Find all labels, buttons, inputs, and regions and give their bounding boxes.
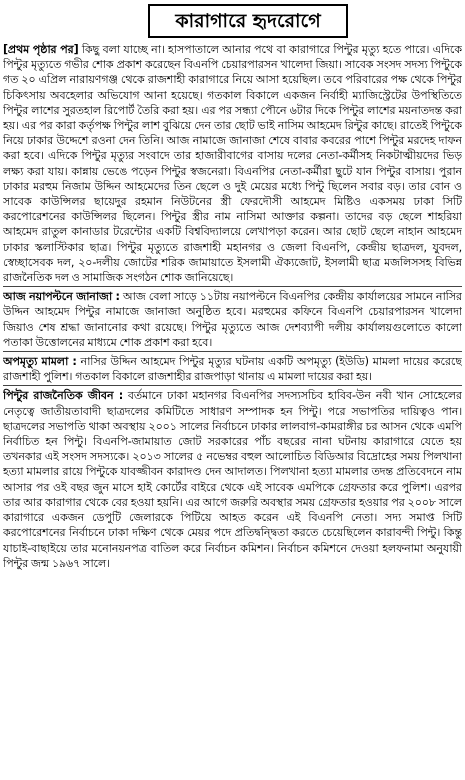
paragraph-janaza	[3, 289, 462, 350]
headline-box	[148, 4, 348, 38]
paragraph-case	[3, 354, 462, 384]
paragraph-text: নাসির উদ্দিন আহমেদ পিন্টুর মৃত্যুর ঘটনায় একটি অপমৃত্যু (ইউডি) মামলা দায়ের করেছে রাজশাহী পুলিশ। গতকাল বিকালে রাজশাহীর রাজপাড়া থানায় এ মামলা দায়ের করা হয়।	[3, 355, 462, 384]
paragraph-text: বর্তমানে ঢাকা মহানগর বিএনপির সদস্যসচিব হাবিব-উন নবী খান সোহেলের নেতৃত্বে জাতীয়তাবাদী ছাত্রদলের কমিটিতে সাধারণ সম্পাদক হন পিন্টু। পরে সভাপতির দায়িত্বও পান। ছাত্রদলের সভাপতি থাকা অবস্থায় ২০০১ সালের নির্বাচনে ঢাকার লালবাগ-কামরাঙ্গীর চর আসন থেকে এমপি নির্বাচিত হন পিন্টু। বিএনপি-জামায়াত জোট সরকারের পাঁচ বছরের নানা ঘটনায় কারাগারে যেতে হয় তখনকার এই সংসদ সদস্যকে। ২০১৩ সালের ৫ নভেম্বর বহুল আলোচিত বিডিআর বিদ্রোহের সময় পিলখানা হত্যা মামলার রায়ে পিন্টুকে যাবজ্জীবন কারাদণ্ড দেন আদালত। পিলখানা হত্যা মামলার তদন্ত প্রতিবেদনে নাম আসার পর ওই বছর জুন মাসে হাই কোর্টের বাইরে থেকে এই সাবেক এমপিকে গ্রেফতার করে পুলিশ। এরপর তার আর কারাগার থেকে বের হওয়া হয়নি। এর আগে জরুরি অবস্থার সময় গ্রেফতার হওয়ার পর ২০০৮ সালে কারাগারে একজন ডেপুটি জেলারকে পিটিয়ে আহত করেন এই বিএনপি নেতা। সদ্য সমাপ্ত সিটি করপোরেশনের নির্বাচনে ঢাকা দক্ষিণ থেকে মেয়র পদে প্রতিদ্বন্দ্বিতা করতে চেয়েছিলেন কারাবন্দী পিন্টু। কিন্তু যাচাই-বাছাইয়ে তার মনোনয়নপত্র বাতিল করে নির্বাচন কমিশন। নির্বাচন কমিশনে দেওয়া হলফনামা অনুযায়ী পিন্টুর জন্ম ১৯৬৭ সালে।	[3, 389, 462, 570]
paragraph-text: কিছু বলা যাচ্ছে না। হাসপাতালে আনার পথে বা কারাগারে পিন্টুর মৃত্যু হতে পারে। এদিকে পিন্টুর মৃত্যুতে গভীর শোক প্রকাশ করেছেন বিএনপি চেয়ারপারসন খালেদা জিয়া। সাবেক সংসদ সদস্য পিন্টুকে গত ২০ এপ্রিল নারায়ণগঞ্জ থেকে রাজশাহী কারাগারে নিয়ে আসা হয়েছিল। তবে পরিবারের পক্ষ থেকে পিন্টুর চিকিৎসায় অবহেলার অভিযোগ আনা হয়েছে। গতকাল বিকালে একজন নির্বাহী ম্যাজিস্ট্রেটের উপস্থিতিতে পিন্টুর লাশের সুরতহাল রিপোর্ট তৈরি করা হয়। এর পর সন্ধ্যা পৌনে ৬টার দিকে পিন্টুর লাশের ময়নাতদন্ত করা হয়। এর পর কারা কর্তৃপক্ষ পিন্টুর লাশ বুঝিয়ে দেন তার ছোট ভাই নাসিম আহমেদ রিন্টুর কাছে। রাতেই পিন্টুকে নিয়ে ঢাকার উদ্দেশে রওনা দেন তিনি। আজ নামাজে জানাজা শেষে বাবার কবরের পাশে পিন্টুর মরদেহ দাফন করা হবে। এদিকে পিন্টুর মৃত্যুর সংবাদে তার হাজারীবাগের বাসায় দলের নেতা-কর্মীসহ নিকটাত্মীয়দের ভিড় লক্ষ্য করা যায়। কান্নায় ভেঙে পড়েন পিন্টুর স্বজনেরা। বিএনপির নেতা-কর্মীরা ছুটে যান পিন্টুর বাসায়। পুরান ঢাকার মরহুম নিজাম উদ্দিন আহমেদের তিন ছেলে ও দুই মেয়ের মধ্যে পিন্টু ছিলেন সবার বড়। তার বোন ও সাবেক কাউন্সিলর ছায়েদুর রহমান নিউটনের স্ত্রী ফেরদৌসী আহমেদ মিষ্টিও একসময় ঢাকা সিটি করপোরেশনের কাউন্সিলর ছিলেন। পিন্টুর স্ত্রীর নাম নাসিমা আক্তার কল্পনা। তাদের বড় ছেলে শাহরিয়া আহমেদ রাতুল কানাডার টরেন্টোর একটি বিশ্ববিদ্যালয়ে লেখাপড়া করেন। আর ছোট ছেলে নাহান আহমেদ ঢাকার স্কলাস্টিকার ছাত্র। পিন্টুর মৃত্যুতে রাজশাহী মহানগর ও জেলা বিএনপি, কেন্দ্রীয় ছাত্রদল, যুবদল, স্বেচ্ছাসেবক দল, ২০-দলীয় জোটের শরিক জামায়াতে ইসলামী ঐক্যজোট, ইসলামী ছাত্র মজলিসসহ বিভিন্ন রাজনৈতিক দল ও সামাজিক সংগঠন শোক জানিয়েছে।	[3, 43, 462, 285]
continuation-prefix: [প্রথম পৃষ্ঠার পর]	[3, 43, 79, 56]
headline: কারাগারে হৃদরোগে	[175, 9, 321, 32]
section-title-janaza: আজ নয়াপল্টনে জানাজা :	[3, 290, 120, 304]
section-title-political-life: পিন্টুর রাজনৈতিক জীবন :	[3, 389, 123, 403]
paragraph-political-life	[3, 388, 462, 570]
article-body	[3, 42, 462, 776]
paragraph-lead	[3, 42, 462, 285]
section-title-case: অপমৃত্যু মামলা :	[3, 355, 77, 369]
paragraph-text: আজ বেলা সাড়ে ১১টায় নয়াপল্টনে বিএনপির কেন্দ্রীয় কার্যালয়ের সামনে নাসির উদ্দিন আহমেদ পিন্টুর নামাজে জানাজা অনুষ্ঠিত হবে। মরহুমের কফিনে বিএনপি চেয়ারপারসন খালেদা জিয়াও শেষ শ্রদ্ধা জানানোর কথা রয়েছে। পিন্টুর মৃত্যুতে আজ দেশব্যাপী দলীয় কার্যালয়গুলোতে কালো পতাকা উত্তোলনের মাধ্যমে শোক প্রকাশ করা হবে।	[3, 290, 462, 349]
section-divider	[3, 286, 462, 287]
section-divider	[3, 385, 462, 386]
section-divider	[3, 351, 462, 352]
